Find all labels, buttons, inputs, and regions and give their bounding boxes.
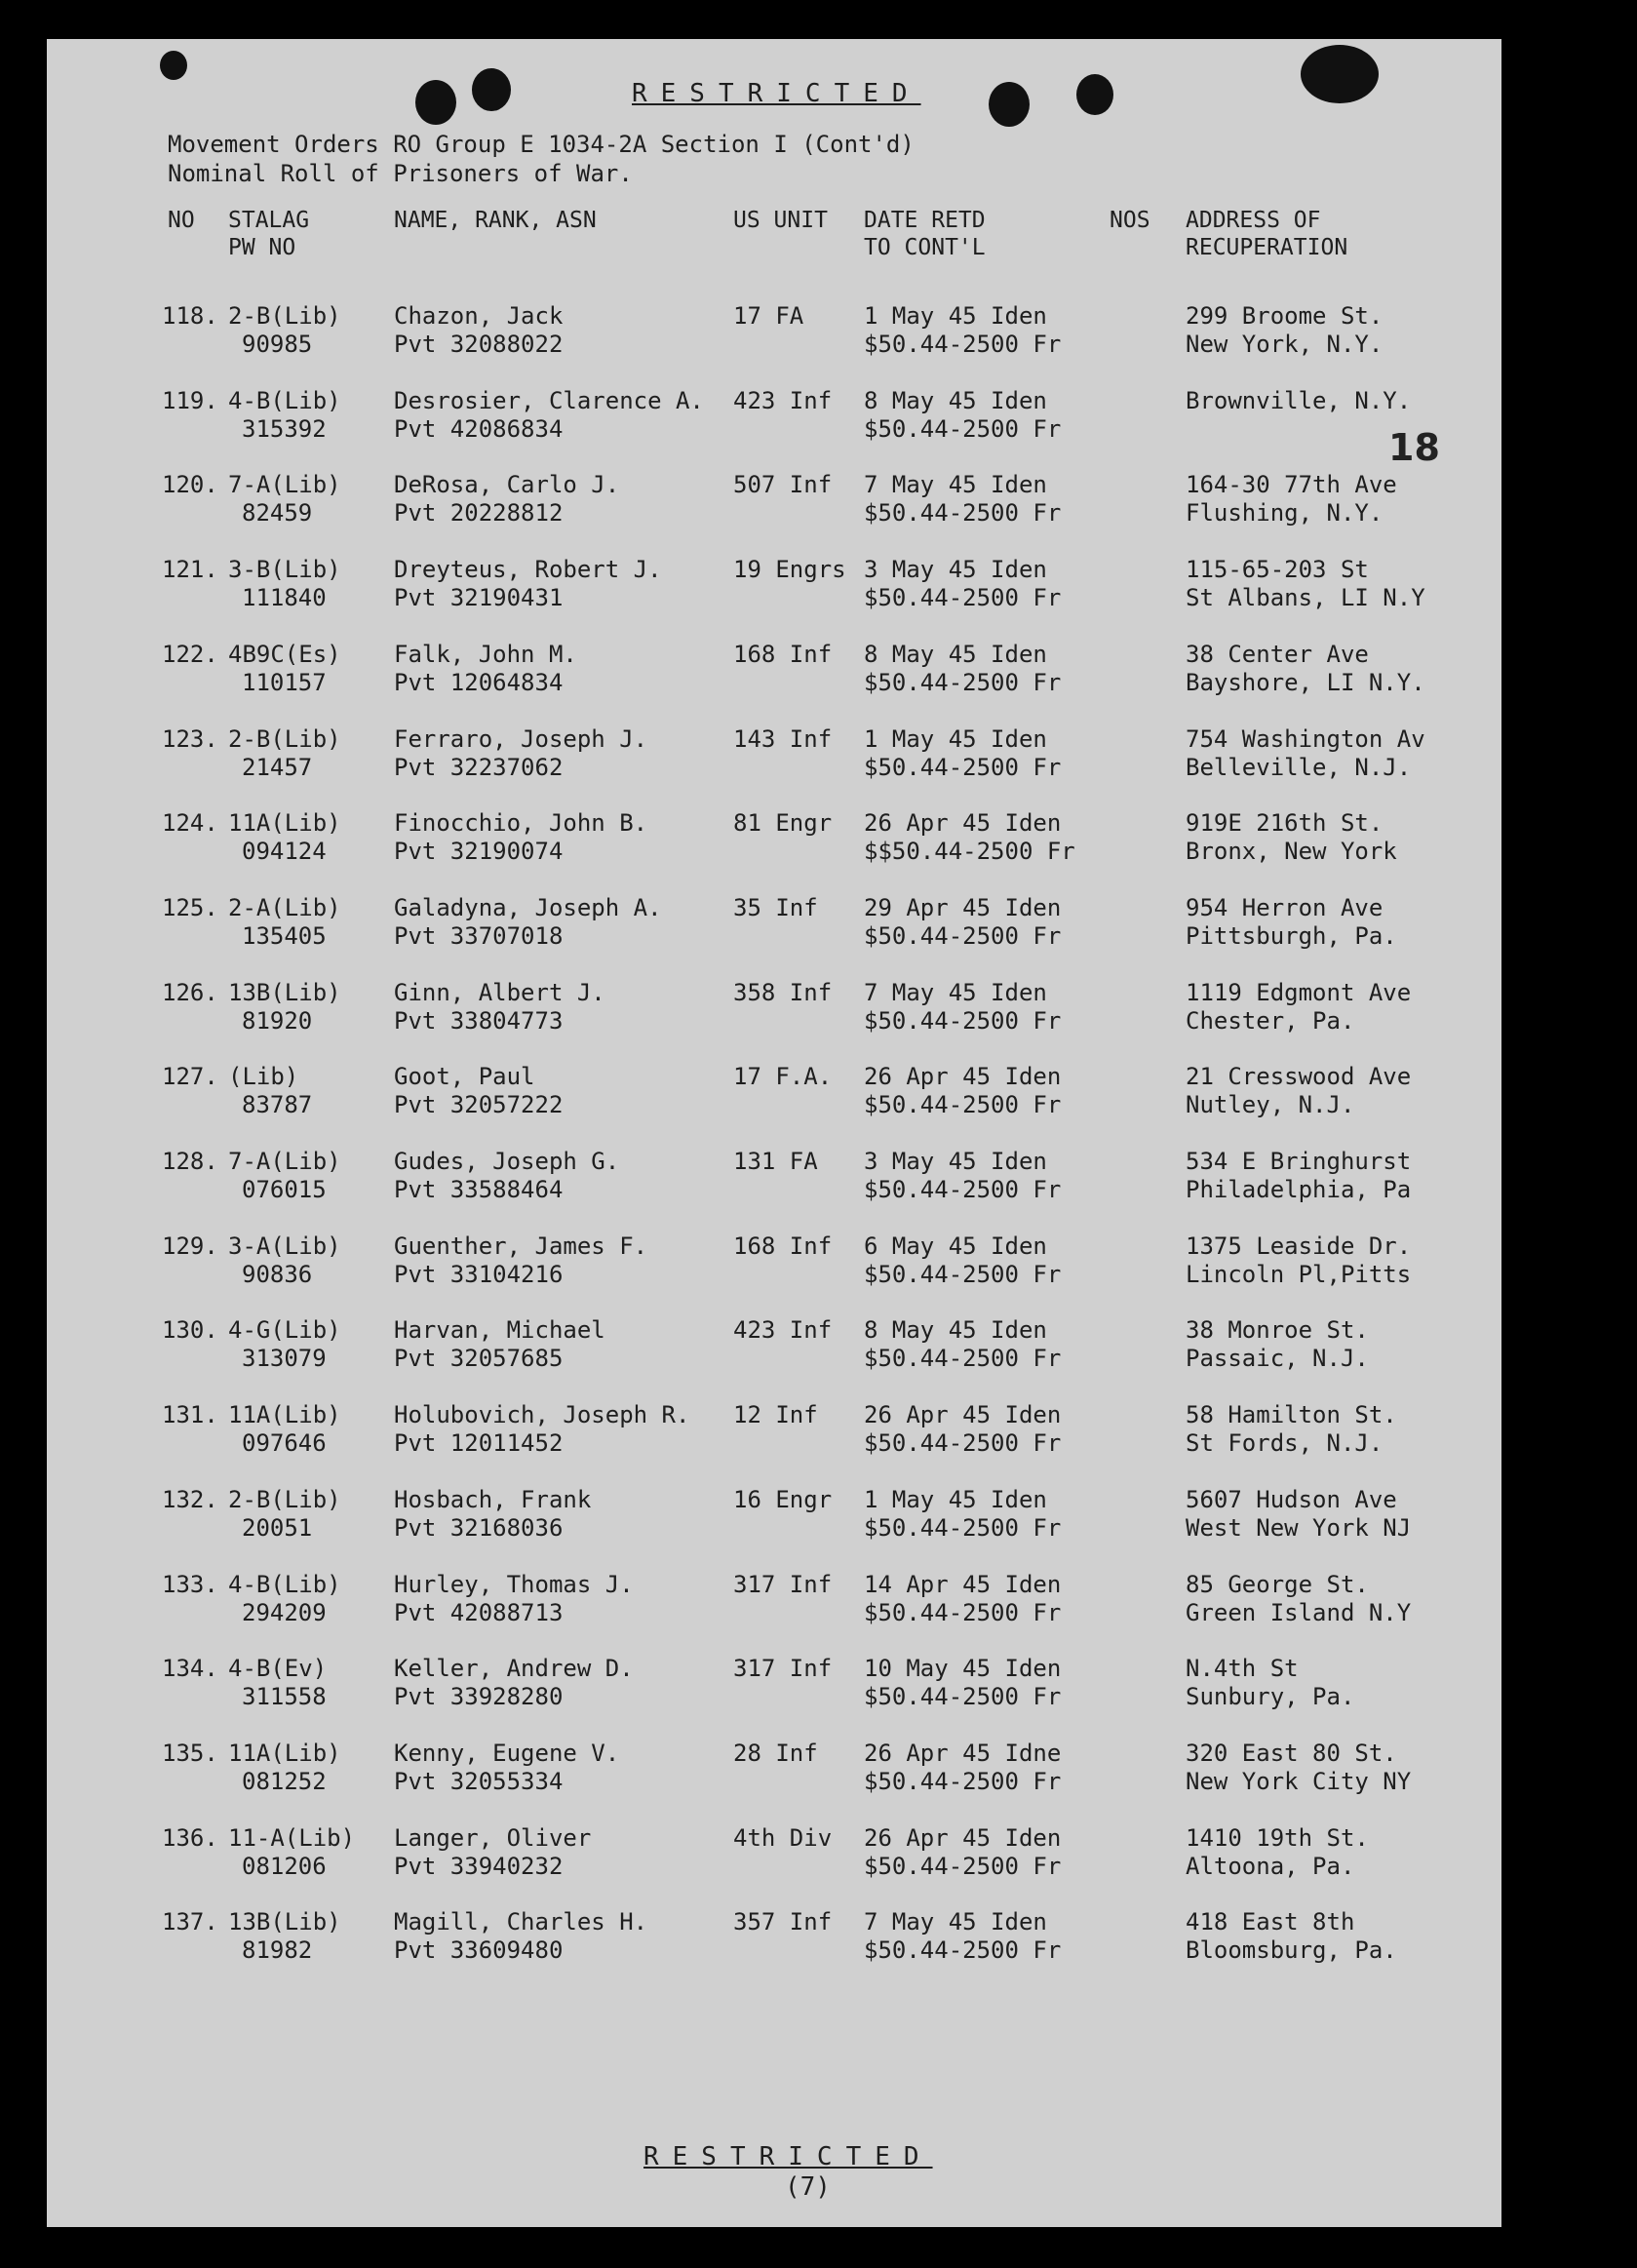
pay-amount: $50.44-2500 Fr (864, 499, 1062, 528)
address-line-2: Pittsburgh, Pa. (1186, 921, 1397, 950)
address-line-1: 5607 Hudson Ave (1186, 1485, 1397, 1513)
restricted-footer: RESTRICTED (643, 2142, 933, 2171)
date-returned: 7 May 45 Iden (864, 978, 1047, 1006)
row-number: 130. (162, 1316, 218, 1345)
stalag-code: 4-B(Lib) (228, 1570, 341, 1598)
table-row (47, 1824, 1501, 1881)
punch-hole (415, 80, 456, 125)
us-unit: 17 F.A. (733, 1063, 833, 1091)
date-returned: 10 May 45 Iden (864, 1655, 1062, 1683)
row-number: 133. (162, 1570, 218, 1598)
col-address: ADDRESS OF (1186, 208, 1321, 233)
us-unit: 507 Inf (733, 471, 833, 499)
pay-amount: $50.44-2500 Fr (864, 1936, 1062, 1965)
date-returned: 7 May 45 Iden (864, 471, 1047, 499)
stalag-code: 11A(Lib) (228, 809, 341, 838)
address-line-1: 1375 Leaside Dr. (1186, 1232, 1412, 1260)
address-line-1: 21 Cresswood Ave (1186, 1063, 1412, 1091)
pw-number: 81982 (242, 1936, 313, 1965)
prisoner-name: Hosbach, Frank (394, 1485, 592, 1513)
col-pw-no: PW NO (228, 235, 296, 260)
stalag-code: 7-A(Lib) (228, 471, 341, 499)
address-line-2: Philadelphia, Pa (1186, 1176, 1412, 1203)
col-nos: NOS (1110, 208, 1150, 233)
pw-number: 081206 (242, 1852, 327, 1880)
date-returned: 26 Apr 45 Iden (864, 809, 1062, 838)
rank-asn: Pvt 42088713 (394, 1598, 564, 1626)
stalag-code: 4-G(Lib) (228, 1316, 341, 1345)
table-row (47, 302, 1501, 359)
us-unit: 423 Inf (733, 1316, 833, 1345)
address-line-2: Altoona, Pa. (1186, 1852, 1355, 1880)
table-row (47, 471, 1501, 528)
address-line-1: 85 George St. (1186, 1570, 1369, 1598)
pw-number: 83787 (242, 1091, 313, 1119)
prisoner-name: Finocchio, John B. (394, 809, 648, 838)
address-line-2: Passaic, N.J. (1186, 1345, 1369, 1373)
rank-asn: Pvt 33707018 (394, 921, 564, 950)
punch-hole (472, 68, 511, 111)
stalag-code: 2-B(Lib) (228, 724, 341, 753)
pw-number: 135405 (242, 921, 327, 950)
stalag-code: 3-A(Lib) (228, 1232, 341, 1260)
address-line-1: N.4th St (1186, 1655, 1299, 1683)
prisoner-name: Galadyna, Joseph A. (394, 893, 662, 921)
pw-number: 315392 (242, 414, 327, 443)
prisoner-name: Falk, John M. (394, 640, 577, 668)
col-date-2: TO CONT'L (864, 235, 986, 260)
us-unit: 28 Inf (733, 1739, 818, 1767)
pay-amount: $50.44-2500 Fr (864, 1767, 1062, 1795)
address-line-1: 534 E Bringhurst (1186, 1148, 1412, 1175)
prisoner-name: Goot, Paul (394, 1063, 535, 1091)
date-returned: 3 May 45 Iden (864, 556, 1047, 584)
stalag-code: 4-B(Ev) (228, 1655, 328, 1683)
punch-hole (1301, 45, 1379, 103)
table-row (47, 1740, 1501, 1796)
pay-amount: $50.44-2500 Fr (864, 414, 1062, 443)
us-unit: 168 Inf (733, 1232, 833, 1260)
us-unit: 16 Engr (733, 1485, 833, 1513)
table-row (47, 725, 1501, 782)
prisoner-name: Harvan, Michael (394, 1316, 605, 1345)
stalag-code: 3-B(Lib) (228, 556, 341, 584)
row-number: 122. (162, 640, 218, 668)
us-unit: 317 Inf (733, 1570, 833, 1598)
address-line-1: 919E 216th St. (1186, 809, 1384, 838)
date-returned: 14 Apr 45 Iden (864, 1570, 1062, 1598)
address-line-2: Sunbury, Pa. (1186, 1683, 1355, 1711)
us-unit: 12 Inf (733, 1401, 818, 1429)
pay-amount: $50.44-2500 Fr (864, 1513, 1062, 1542)
page-number: (7) (785, 2172, 831, 2202)
col-unit: US UNIT (733, 208, 828, 233)
date-returned: 8 May 45 Iden (864, 640, 1047, 668)
pw-number: 82459 (242, 499, 313, 528)
address-line-2: Bayshore, LI N.Y. (1186, 668, 1425, 696)
prisoner-name: Keller, Andrew D. (394, 1655, 634, 1683)
col-date: DATE RETD (864, 208, 986, 233)
address-line-2: Bloomsburg, Pa. (1186, 1936, 1397, 1965)
pay-amount: $50.44-2500 Fr (864, 753, 1062, 781)
address-line-2: Green Island N.Y (1186, 1598, 1412, 1626)
address-line-2: St Fords, N.J. (1186, 1429, 1384, 1458)
header-line-1: Movement Orders RO Group E 1034-2A Section I (Cont'd) (168, 131, 915, 158)
rank-asn: Pvt 32057685 (394, 1345, 564, 1373)
address-line-1: 320 East 80 St. (1186, 1739, 1397, 1767)
date-returned: 26 Apr 45 Idne (864, 1739, 1062, 1767)
table-row (47, 979, 1501, 1036)
prisoner-name: Hurley, Thomas J. (394, 1570, 634, 1598)
us-unit: 4th Div (733, 1823, 833, 1852)
stalag-code: 11-A(Lib) (228, 1823, 356, 1852)
col-name: NAME, RANK, ASN (394, 208, 597, 233)
row-number: 125. (162, 893, 218, 921)
rank-asn: Pvt 33588464 (394, 1176, 564, 1203)
address-line-1: 115-65-203 St (1186, 556, 1369, 584)
stalag-code: 11A(Lib) (228, 1739, 341, 1767)
date-returned: 26 Apr 45 Iden (864, 1063, 1062, 1091)
rank-asn: Pvt 33104216 (394, 1260, 564, 1288)
pw-number: 21457 (242, 753, 313, 781)
pencil-page-mark: 18 (1388, 426, 1440, 469)
us-unit: 131 FA (733, 1148, 818, 1175)
prisoner-name: Gudes, Joseph G. (394, 1148, 620, 1175)
table-row (47, 1571, 1501, 1627)
row-number: 131. (162, 1401, 218, 1429)
pw-number: 20051 (242, 1513, 313, 1542)
stalag-code: 4-B(Lib) (228, 386, 341, 414)
us-unit: 19 Engrs (733, 556, 846, 584)
row-number: 132. (162, 1485, 218, 1513)
us-unit: 143 Inf (733, 724, 833, 753)
row-number: 121. (162, 556, 218, 584)
rank-asn: Pvt 32055334 (394, 1767, 564, 1795)
stalag-code: 13B(Lib) (228, 1908, 341, 1936)
table-row (47, 1316, 1501, 1373)
pw-number: 111840 (242, 584, 327, 612)
us-unit: 358 Inf (733, 978, 833, 1006)
date-returned: 1 May 45 Iden (864, 302, 1047, 330)
prisoner-name: Desrosier, Clarence A. (394, 386, 704, 414)
table-row (47, 1908, 1501, 1965)
address-line-1: 1119 Edgmont Ave (1186, 978, 1412, 1006)
address-line-2: Nutley, N.J. (1186, 1091, 1355, 1119)
rank-asn: Pvt 33609480 (394, 1936, 564, 1965)
pw-number: 097646 (242, 1429, 327, 1458)
address-line-2: New York, N.Y. (1186, 331, 1384, 358)
prisoner-name: Guenther, James F. (394, 1232, 648, 1260)
address-line-2: Lincoln Pl,Pitts (1186, 1260, 1412, 1288)
us-unit: 317 Inf (733, 1655, 833, 1683)
rank-asn: Pvt 32190074 (394, 838, 564, 866)
pay-amount: $50.44-2500 Fr (864, 1176, 1062, 1203)
address-line-2: Belleville, N.J. (1186, 753, 1412, 781)
row-number: 135. (162, 1739, 218, 1767)
stalag-code: 2-A(Lib) (228, 893, 341, 921)
pay-amount: $$50.44-2500 Fr (864, 838, 1075, 866)
row-number: 124. (162, 809, 218, 838)
restricted-heading: RESTRICTED (632, 79, 921, 108)
prisoner-name: DeRosa, Carlo J. (394, 471, 620, 499)
row-number: 118. (162, 302, 218, 330)
table-row (47, 1232, 1501, 1289)
row-number: 119. (162, 386, 218, 414)
address-line-1: 38 Monroe St. (1186, 1316, 1369, 1345)
pay-amount: $50.44-2500 Fr (864, 1429, 1062, 1458)
pw-number: 311558 (242, 1683, 327, 1711)
address-line-1: 1410 19th St. (1186, 1823, 1369, 1852)
row-number: 134. (162, 1655, 218, 1683)
table-row (47, 1486, 1501, 1543)
stalag-code: 4B9C(Es) (228, 640, 341, 668)
rank-asn: Pvt 33940232 (394, 1852, 564, 1880)
stalag-code: 7-A(Lib) (228, 1148, 341, 1175)
pw-number: 90985 (242, 331, 313, 358)
pw-number: 076015 (242, 1176, 327, 1203)
pw-number: 90836 (242, 1260, 313, 1288)
pay-amount: $50.44-2500 Fr (864, 331, 1062, 358)
date-returned: 8 May 45 Iden (864, 1316, 1047, 1345)
date-returned: 6 May 45 Iden (864, 1232, 1047, 1260)
us-unit: 17 FA (733, 302, 804, 330)
table-row (47, 809, 1501, 866)
punch-hole (160, 51, 187, 80)
pw-number: 81920 (242, 1006, 313, 1035)
header-line-2: Nominal Roll of Prisoners of War. (168, 160, 633, 187)
stalag-code: 2-B(Lib) (228, 1485, 341, 1513)
address-line-2: Bronx, New York (1186, 838, 1397, 866)
punch-hole (1076, 74, 1113, 115)
address-line-2: St Albans, LI N.Y (1186, 584, 1425, 612)
pay-amount: $50.44-2500 Fr (864, 1852, 1062, 1880)
stalag-code: 13B(Lib) (228, 978, 341, 1006)
prisoner-name: Dreyteus, Robert J. (394, 556, 662, 584)
stalag-code: 11A(Lib) (228, 1401, 341, 1429)
pay-amount: $50.44-2500 Fr (864, 1260, 1062, 1288)
address-line-2: West New York NJ (1186, 1513, 1412, 1542)
table-row (47, 1401, 1501, 1458)
col-no: NO (168, 208, 195, 233)
prisoner-name: Langer, Oliver (394, 1823, 592, 1852)
row-number: 128. (162, 1148, 218, 1175)
table-row (47, 556, 1501, 612)
table-row (47, 641, 1501, 697)
address-line-1: 299 Broome St. (1186, 302, 1384, 330)
date-returned: 29 Apr 45 Iden (864, 893, 1062, 921)
rank-asn: Pvt 20228812 (394, 499, 564, 528)
row-number: 127. (162, 1063, 218, 1091)
rank-asn: Pvt 12064834 (394, 668, 564, 696)
table-row (47, 1655, 1501, 1711)
date-returned: 1 May 45 Iden (864, 1485, 1047, 1513)
us-unit: 35 Inf (733, 893, 818, 921)
stalag-code: 2-B(Lib) (228, 302, 341, 330)
pay-amount: $50.44-2500 Fr (864, 1683, 1062, 1711)
stalag-code: (Lib) (228, 1063, 299, 1091)
prisoner-name: Chazon, Jack (394, 302, 564, 330)
pw-number: 294209 (242, 1598, 327, 1626)
date-returned: 3 May 45 Iden (864, 1148, 1047, 1175)
row-number: 123. (162, 724, 218, 753)
table-row (47, 1148, 1501, 1204)
table-row (47, 387, 1501, 444)
row-number: 126. (162, 978, 218, 1006)
rank-asn: Pvt 32057222 (394, 1091, 564, 1119)
pay-amount: $50.44-2500 Fr (864, 1345, 1062, 1373)
pay-amount: $50.44-2500 Fr (864, 1006, 1062, 1035)
prisoner-name: Kenny, Eugene V. (394, 1739, 620, 1767)
address-line-1: 954 Herron Ave (1186, 893, 1384, 921)
pay-amount: $50.44-2500 Fr (864, 1598, 1062, 1626)
prisoner-name: Ginn, Albert J. (394, 978, 605, 1006)
table-row (47, 894, 1501, 951)
address-line-1: Brownville, N.Y. (1186, 386, 1412, 414)
address-line-2: New York City NY (1186, 1767, 1412, 1795)
pay-amount: $50.44-2500 Fr (864, 668, 1062, 696)
rank-asn: Pvt 32190431 (394, 584, 564, 612)
address-line-2: Flushing, N.Y. (1186, 499, 1384, 528)
address-line-1: 754 Washington Av (1186, 724, 1425, 753)
row-number: 129. (162, 1232, 218, 1260)
rank-asn: Pvt 42086834 (394, 414, 564, 443)
us-unit: 357 Inf (733, 1908, 833, 1936)
prisoner-name: Holubovich, Joseph R. (394, 1401, 690, 1429)
pw-number: 094124 (242, 838, 327, 866)
rank-asn: Pvt 32237062 (394, 753, 564, 781)
col-stalag: STALAG (228, 208, 310, 233)
address-line-1: 164-30 77th Ave (1186, 471, 1397, 499)
pay-amount: $50.44-2500 Fr (864, 1091, 1062, 1119)
rank-asn: Pvt 33804773 (394, 1006, 564, 1035)
prisoner-name: Ferraro, Joseph J. (394, 724, 648, 753)
address-line-1: 58 Hamilton St. (1186, 1401, 1397, 1429)
date-returned: 7 May 45 Iden (864, 1908, 1047, 1936)
pw-number: 081252 (242, 1767, 327, 1795)
address-line-2: Chester, Pa. (1186, 1006, 1355, 1035)
date-returned: 26 Apr 45 Iden (864, 1823, 1062, 1852)
row-number: 136. (162, 1823, 218, 1852)
row-number: 137. (162, 1908, 218, 1936)
table-row (47, 1063, 1501, 1119)
row-number: 120. (162, 471, 218, 499)
date-returned: 26 Apr 45 Iden (864, 1401, 1062, 1429)
us-unit: 423 Inf (733, 386, 833, 414)
rank-asn: Pvt 32088022 (394, 331, 564, 358)
us-unit: 168 Inf (733, 640, 833, 668)
col-address-2: RECUPERATION (1186, 235, 1348, 260)
address-line-1: 418 East 8th (1186, 1908, 1355, 1936)
pay-amount: $50.44-2500 Fr (864, 584, 1062, 612)
document-page (47, 39, 1501, 2227)
rank-asn: Pvt 33928280 (394, 1683, 564, 1711)
pw-number: 110157 (242, 668, 327, 696)
pay-amount: $50.44-2500 Fr (864, 921, 1062, 950)
address-line-1: 38 Center Ave (1186, 640, 1369, 668)
date-returned: 8 May 45 Iden (864, 386, 1047, 414)
rank-asn: Pvt 32168036 (394, 1513, 564, 1542)
us-unit: 81 Engr (733, 809, 833, 838)
pw-number: 313079 (242, 1345, 327, 1373)
punch-hole (989, 82, 1030, 127)
prisoner-name: Magill, Charles H. (394, 1908, 648, 1936)
date-returned: 1 May 45 Iden (864, 724, 1047, 753)
rank-asn: Pvt 12011452 (394, 1429, 564, 1458)
